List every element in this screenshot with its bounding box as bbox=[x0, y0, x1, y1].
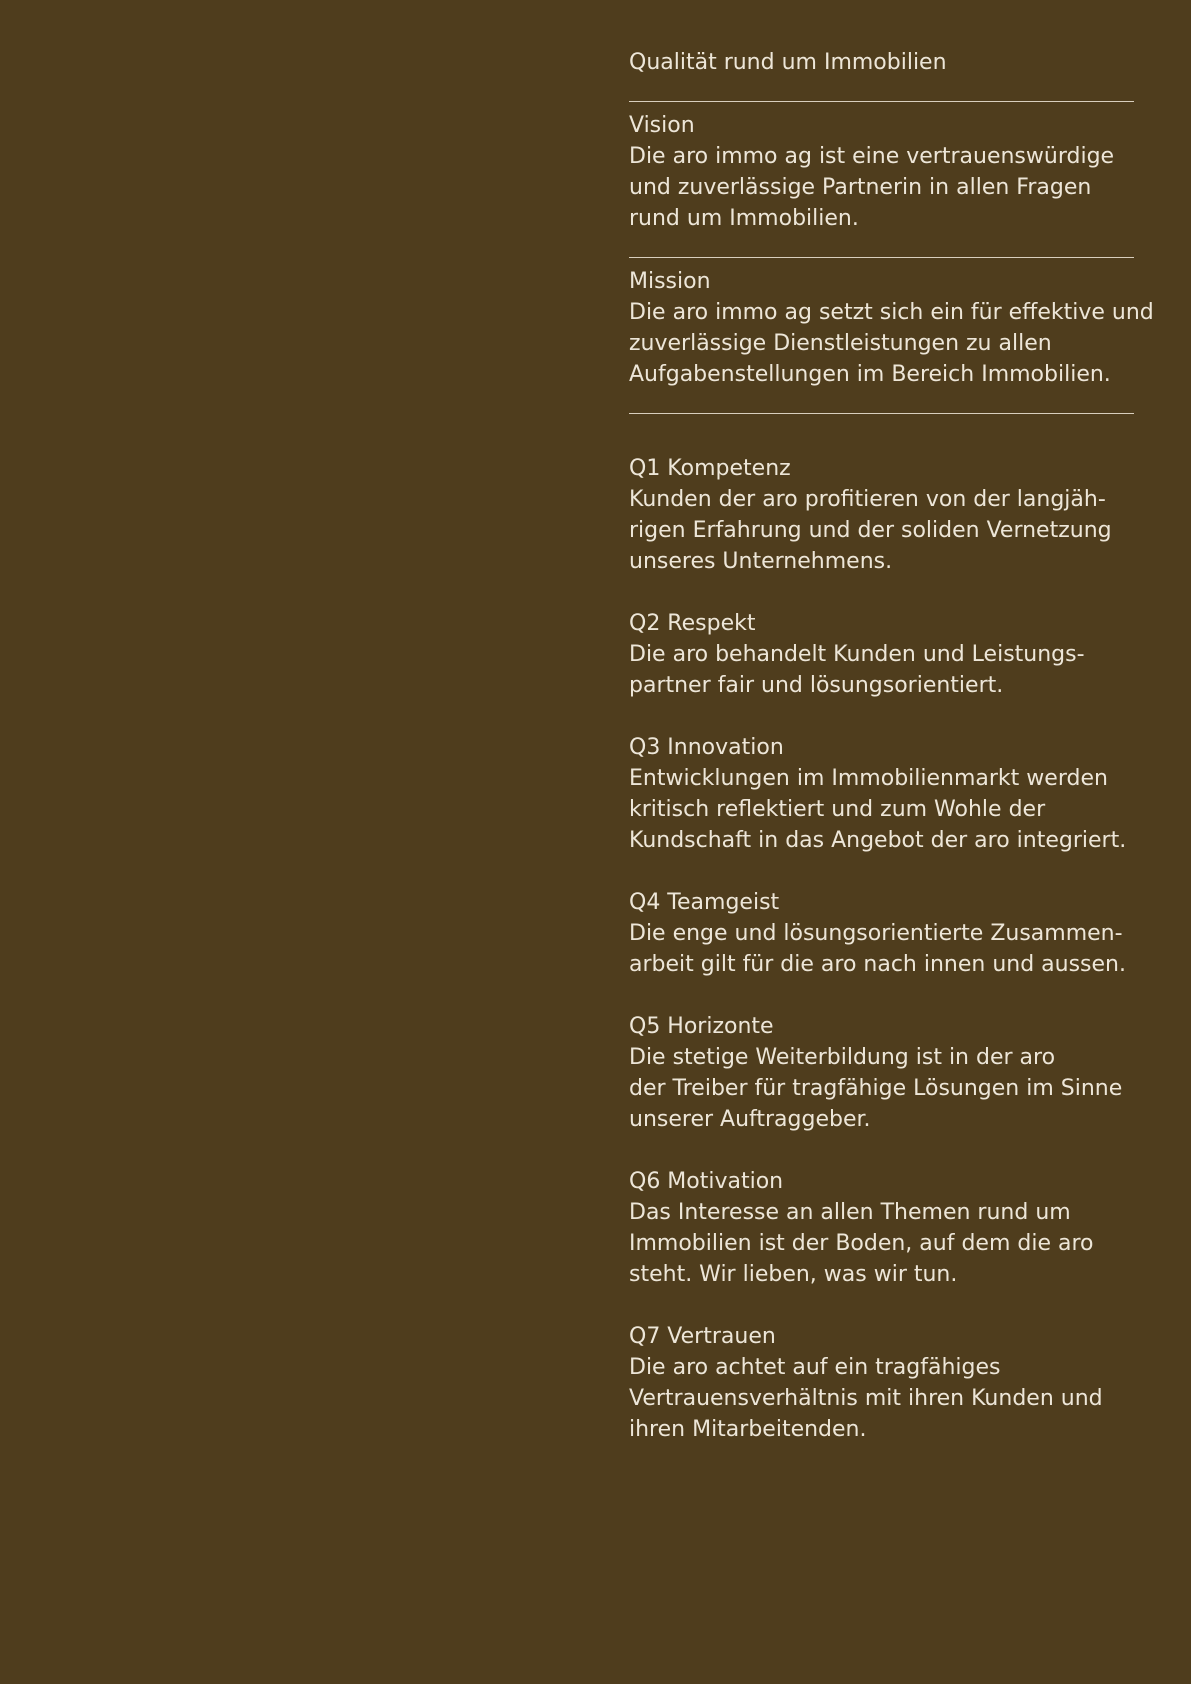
quality-text-line: Das Interesse an allen Themen rund um bbox=[629, 1200, 1071, 1225]
spacer bbox=[629, 1135, 1134, 1166]
mission-text-line: zuverlässige Dienstleistungen zu allen bbox=[629, 331, 1052, 356]
quality-item-q1 bbox=[629, 453, 1134, 577]
quality-item-q4 bbox=[629, 887, 1134, 980]
quality-text-line: kritisch reflektiert und zum Wohle der bbox=[629, 797, 1046, 822]
quality-text-line: ihren Mitarbeitenden. bbox=[629, 1417, 867, 1442]
quality-title: Q1 Kompetenz bbox=[629, 456, 791, 481]
quality-title: Q7 Vertrauen bbox=[629, 1324, 776, 1349]
quality-text-line: Vertrauensverhältnis mit ihren Kunden und bbox=[629, 1386, 1103, 1411]
quality-item-q2 bbox=[629, 608, 1134, 701]
quality-item-q6 bbox=[629, 1166, 1134, 1290]
vision-text-line: Die aro immo ag ist eine vertrauenswürdige bbox=[629, 144, 1115, 169]
spacer bbox=[629, 856, 1134, 887]
quality-text-line: Entwicklungen im Immobilienmarkt werden bbox=[629, 766, 1108, 791]
mission-title: Mission bbox=[629, 269, 711, 294]
quality-text-line: Kundschaft in das Angebot der aro integriert. bbox=[629, 828, 1127, 853]
quality-text-line: Die enge und lösungsorientierte Zusammen- bbox=[629, 921, 1123, 946]
vision-text-line: und zuverlässige Partnerin in allen Fragen bbox=[629, 175, 1092, 200]
quality-item-q5 bbox=[629, 1011, 1134, 1135]
mission-text-line: Aufgabenstellungen im Bereich Immobilien. bbox=[629, 362, 1111, 387]
spacer bbox=[629, 102, 1134, 110]
spacer bbox=[629, 980, 1134, 1011]
quality-text-line: Die aro behandelt Kunden und Leistungs- bbox=[629, 642, 1085, 667]
mission-section bbox=[629, 266, 1154, 390]
quality-text-line: der Treiber für tragfähige Lösungen im Sinne bbox=[629, 1076, 1123, 1101]
quality-title: Q4 Teamgeist bbox=[629, 890, 780, 915]
mission-text-line: Die aro immo ag setzt sich ein für effektive und bbox=[629, 300, 1154, 325]
vision-title: Vision bbox=[629, 113, 695, 138]
spacer bbox=[629, 1290, 1134, 1321]
spacer bbox=[629, 78, 1134, 101]
spacer bbox=[629, 414, 1134, 453]
quality-item-q3 bbox=[629, 732, 1134, 856]
page-heading: Qualität rund um Immobilien bbox=[629, 50, 947, 75]
quality-text-line: rigen Erfahrung und der soliden Vernetzung bbox=[629, 518, 1112, 543]
quality-text-line: steht. Wir lieben, was wir tun. bbox=[629, 1262, 958, 1287]
spacer bbox=[629, 577, 1134, 608]
quality-text-line: unserer Auftraggeber. bbox=[629, 1107, 871, 1132]
spacer bbox=[629, 701, 1134, 732]
quality-title: Q2 Respekt bbox=[629, 611, 756, 636]
quality-text-line: Die stetige Weiterbildung ist in der aro bbox=[629, 1045, 1056, 1070]
quality-item-q7 bbox=[629, 1321, 1134, 1445]
quality-text-line: arbeit gilt für die aro nach innen und aussen. bbox=[629, 952, 1126, 977]
quality-title: Q3 Innovation bbox=[629, 735, 784, 760]
quality-title: Q5 Horizonte bbox=[629, 1014, 774, 1039]
content-column bbox=[629, 47, 1154, 1445]
quality-text-line: Immobilien ist der Boden, auf dem die aro bbox=[629, 1231, 1094, 1256]
spacer bbox=[629, 258, 1134, 266]
quality-title: Q6 Motivation bbox=[629, 1169, 784, 1194]
vision-section bbox=[629, 110, 1134, 234]
quality-text-line: Kunden der aro profitieren von der langjäh- bbox=[629, 487, 1106, 512]
quality-text-line: partner fair und lösungsorientiert. bbox=[629, 673, 1004, 698]
quality-text-line: unseres Unternehmens. bbox=[629, 549, 893, 574]
spacer bbox=[629, 234, 1134, 257]
vision-text-line: rund um Immobilien. bbox=[629, 206, 859, 231]
quality-text-line: Die aro achtet auf ein tragfähiges bbox=[629, 1355, 1001, 1380]
spacer bbox=[629, 390, 1134, 413]
